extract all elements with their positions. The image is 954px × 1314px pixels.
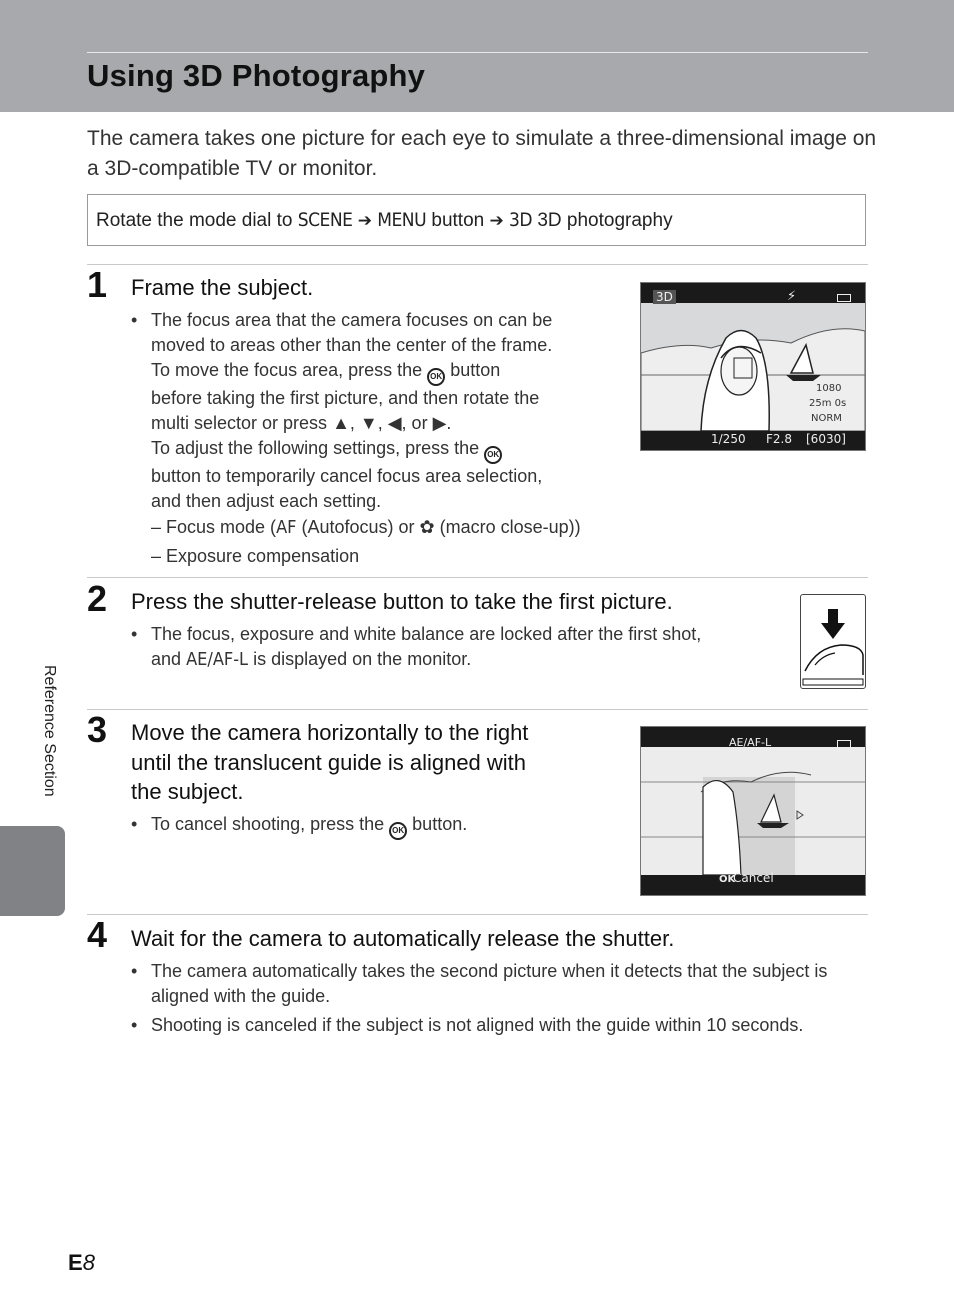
list-item: • The camera automatically takes the second picture when it detects that the subject is aligned with the guide.	[131, 959, 871, 1009]
sub-item-exposure: – Exposure compensation	[151, 546, 360, 566]
header-rule	[87, 52, 868, 53]
page-title: Using 3D Photography	[87, 58, 426, 93]
reference-e-icon: E	[68, 1250, 83, 1275]
3d-badge: 3D	[653, 290, 676, 304]
step-title: Frame the subject.	[131, 275, 314, 300]
list-item: • The focus, exposure and white balance are locked after the first shot, and AE/AF-L is displayed on the monitor.	[131, 622, 771, 672]
ok-button-icon: OK	[389, 822, 407, 840]
movie-res-icon: 1080	[816, 383, 842, 394]
list-item: • Shooting is canceled if the subject is not aligned with the guide within 10 seconds.	[131, 1013, 871, 1038]
step-title: Press the shutter-release button to take the first picture.	[131, 589, 673, 614]
step-title: Wait for the camera to automatically release the shutter.	[131, 926, 675, 951]
guide-illustration	[641, 727, 865, 895]
divider	[87, 577, 868, 578]
step-number: 4	[87, 914, 108, 955]
divider	[87, 914, 868, 915]
sub-item-focus-mode: – Focus mode (AF (Autofocus) or ✿ (macro close-up))	[151, 517, 581, 538]
aperture: F2.8	[766, 432, 792, 446]
page-number: E8	[68, 1250, 95, 1275]
camera-screen-frame	[640, 282, 866, 451]
af-icon: AF	[276, 517, 297, 538]
arrow-icon: ➔	[489, 211, 504, 231]
cancel-label: Cancel	[733, 871, 774, 885]
header-band	[0, 0, 954, 112]
step4-bullets	[131, 959, 871, 1038]
3d-icon: 3D	[509, 209, 533, 231]
step-number: 3	[87, 709, 108, 750]
divider	[87, 264, 868, 265]
multi-selector-arrows-icon: ▲, ▼, ◀, or ▶.	[332, 413, 452, 433]
step-number: 1	[87, 264, 108, 305]
list-item: • To cancel shooting, press the OK button.	[131, 812, 601, 840]
image-quality-icon: NORM	[811, 413, 842, 424]
flash-icon: ⚡	[787, 289, 797, 304]
route-3d-text: 3D photography	[537, 210, 673, 231]
section-side-label: Reference Section	[41, 665, 58, 797]
shutter-press-icon	[800, 594, 866, 689]
battery-icon	[837, 294, 851, 302]
movie-time: 25m 0s	[809, 398, 847, 409]
camera-guide-screen	[640, 726, 866, 896]
list-item: • The focus area that the camera focuses on can be moved to areas other than the center of the frame. To move the focus area, press the OK button before taking the first picture, and then rotate the multi selector or press ▲, ▼, ◀, or ▶. To adjust the following settings, press the OK button to temporarily cancel focus area selection, and then adjust each setting.	[131, 308, 601, 514]
ae-af-lock-indicator: AE/AF-L	[729, 736, 772, 749]
menu-icon: MENU	[377, 209, 427, 231]
divider	[87, 709, 868, 710]
exposures-remaining: [6030]	[806, 432, 846, 446]
ok-icon: OK	[719, 874, 736, 885]
route-prefix: Rotate the mode dial to	[96, 210, 293, 231]
step3-bullets	[131, 812, 601, 840]
scene-icon: SCENE	[297, 209, 353, 231]
section-tab	[0, 826, 65, 916]
scene-illustration	[641, 283, 865, 450]
macro-icon: ✿	[419, 517, 435, 537]
shutter-speed: 1/250	[711, 432, 746, 446]
menu-route-box	[87, 194, 866, 246]
step-number: 2	[87, 578, 108, 619]
ok-button-icon: OK	[484, 446, 502, 464]
ae-af-lock-icon: AE/AF-L	[186, 649, 249, 670]
intro-paragraph: The camera takes one picture for each eye to simulate a three-dimensional image on a 3D-compatible TV or monitor.	[87, 127, 877, 180]
step1-bullets	[131, 308, 601, 514]
ok-button-icon: OK	[427, 368, 445, 386]
arrow-icon: ➔	[357, 211, 372, 231]
step-title: Move the camera horizontally to the right until the translucent guide is aligned with the subject.	[131, 720, 529, 804]
route-button-text: button	[431, 210, 485, 231]
battery-icon	[837, 740, 851, 748]
step2-bullets	[131, 622, 771, 672]
